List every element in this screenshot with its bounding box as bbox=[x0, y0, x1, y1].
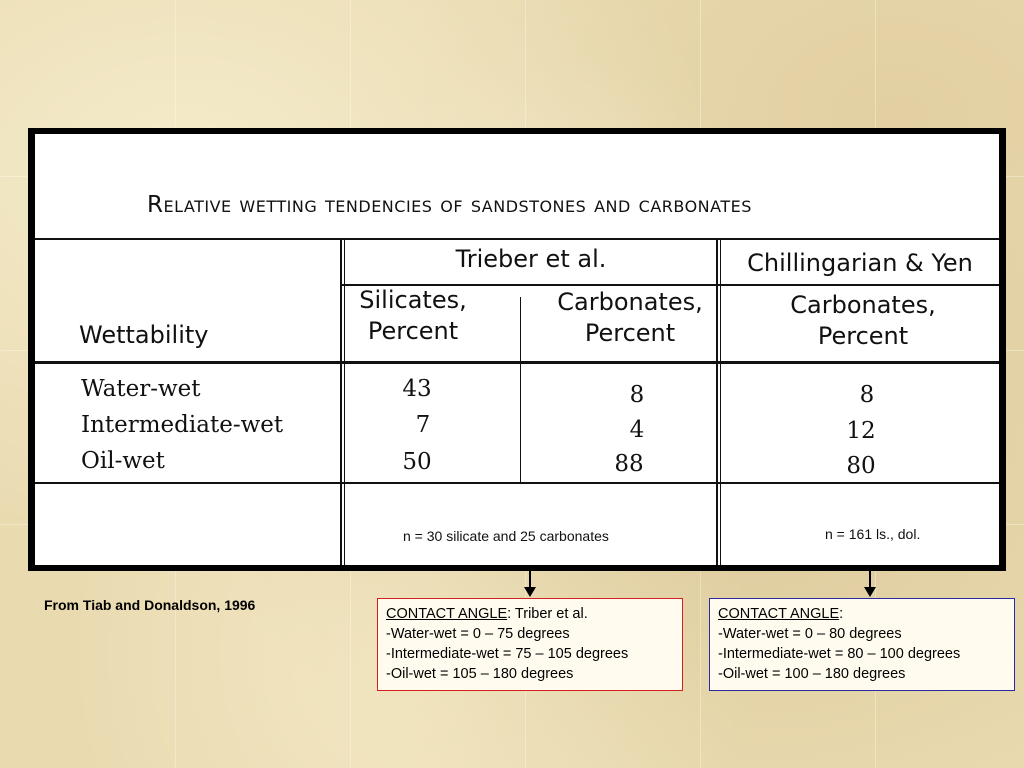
table-rule bbox=[35, 238, 342, 240]
table-rule bbox=[35, 361, 999, 364]
column-header-line: Silicates, bbox=[359, 286, 467, 314]
table-rule bbox=[716, 238, 718, 565]
column-header-silicates bbox=[353, 285, 473, 347]
table-figure bbox=[28, 128, 1006, 571]
box-line: -Oil-wet = 100 – 180 degrees bbox=[718, 666, 906, 682]
sample-note-chillingarian: n = 161 ls., dol. bbox=[825, 526, 921, 542]
column-header-line: Percent bbox=[367, 317, 459, 345]
source-citation: From Tiab and Donaldson, 1996 bbox=[44, 597, 256, 613]
table-rule bbox=[340, 238, 342, 565]
box-line: -Intermediate-wet = 80 – 100 degrees bbox=[718, 646, 961, 662]
cell-oil-wet-carbonates-trieber: 88 bbox=[614, 451, 644, 477]
cell-intermediate-wet-silicates: 7 bbox=[415, 412, 431, 438]
contact-angle-box-trieber bbox=[377, 598, 683, 691]
column-header-carbonates-chillingarian bbox=[783, 290, 943, 352]
box-heading bbox=[386, 604, 674, 624]
box-line: -Intermediate-wet = 75 – 105 degrees bbox=[386, 646, 629, 662]
arrow-head-icon bbox=[524, 587, 536, 597]
column-header-line: Percent bbox=[817, 322, 909, 350]
group-header-chillingarian: Chillingarian & Yen bbox=[747, 249, 973, 277]
table-rule bbox=[520, 297, 521, 482]
box-heading-label: CONTACT ANGLE bbox=[386, 606, 508, 622]
cell-water-wet-carbonates-trieber: 8 bbox=[629, 382, 645, 408]
table-rule bbox=[35, 482, 999, 484]
row-label-oil-wet: Oil-wet bbox=[81, 448, 165, 474]
table-rule bbox=[720, 238, 721, 565]
box-heading-label: CONTACT ANGLE bbox=[718, 606, 840, 622]
cell-intermediate-wet-carbonates-trieber: 4 bbox=[629, 417, 645, 443]
box-line: -Water-wet = 0 – 75 degrees bbox=[386, 626, 570, 642]
table-rule bbox=[344, 238, 345, 565]
column-header-line: Carbonates, bbox=[790, 291, 936, 319]
arrow-head-icon bbox=[864, 587, 876, 597]
group-header-trieber: Trieber et al. bbox=[455, 245, 607, 273]
box-heading-suffix: : Triber et al. bbox=[507, 606, 588, 622]
table-rule bbox=[342, 238, 999, 240]
cell-water-wet-silicates: 43 bbox=[402, 376, 432, 402]
box-line: -Oil-wet = 105 – 180 degrees bbox=[386, 666, 574, 682]
column-header-carbonates-trieber bbox=[555, 287, 705, 349]
arrow-down-icon bbox=[869, 566, 871, 588]
table-figure-body bbox=[35, 134, 999, 565]
row-label-intermediate-wet: Intermediate-wet bbox=[81, 412, 284, 438]
contact-angle-box-chillingarian bbox=[709, 598, 1015, 691]
sample-note-trieber: n = 30 silicate and 25 carbonates bbox=[403, 528, 609, 544]
row-label-water-wet: Water-wet bbox=[81, 376, 201, 402]
cell-oil-wet-silicates: 50 bbox=[402, 449, 432, 475]
box-heading-suffix: : bbox=[839, 606, 844, 622]
cell-water-wet-carbonates-chillingarian: 8 bbox=[859, 382, 875, 408]
box-heading bbox=[718, 604, 1006, 624]
column-header-line: Percent bbox=[584, 319, 676, 347]
column-header-line: Carbonates, bbox=[557, 288, 703, 316]
row-header-wettability: Wettability bbox=[79, 321, 209, 349]
arrow-down-icon bbox=[529, 566, 531, 588]
box-line: -Water-wet = 0 – 80 degrees bbox=[718, 626, 902, 642]
cell-oil-wet-carbonates-chillingarian: 80 bbox=[846, 453, 876, 479]
table-rule bbox=[719, 284, 999, 286]
table-title: Relative wetting tendencies of sandstones and carbonates bbox=[147, 192, 752, 218]
cell-intermediate-wet-carbonates-chillingarian: 12 bbox=[846, 418, 876, 444]
